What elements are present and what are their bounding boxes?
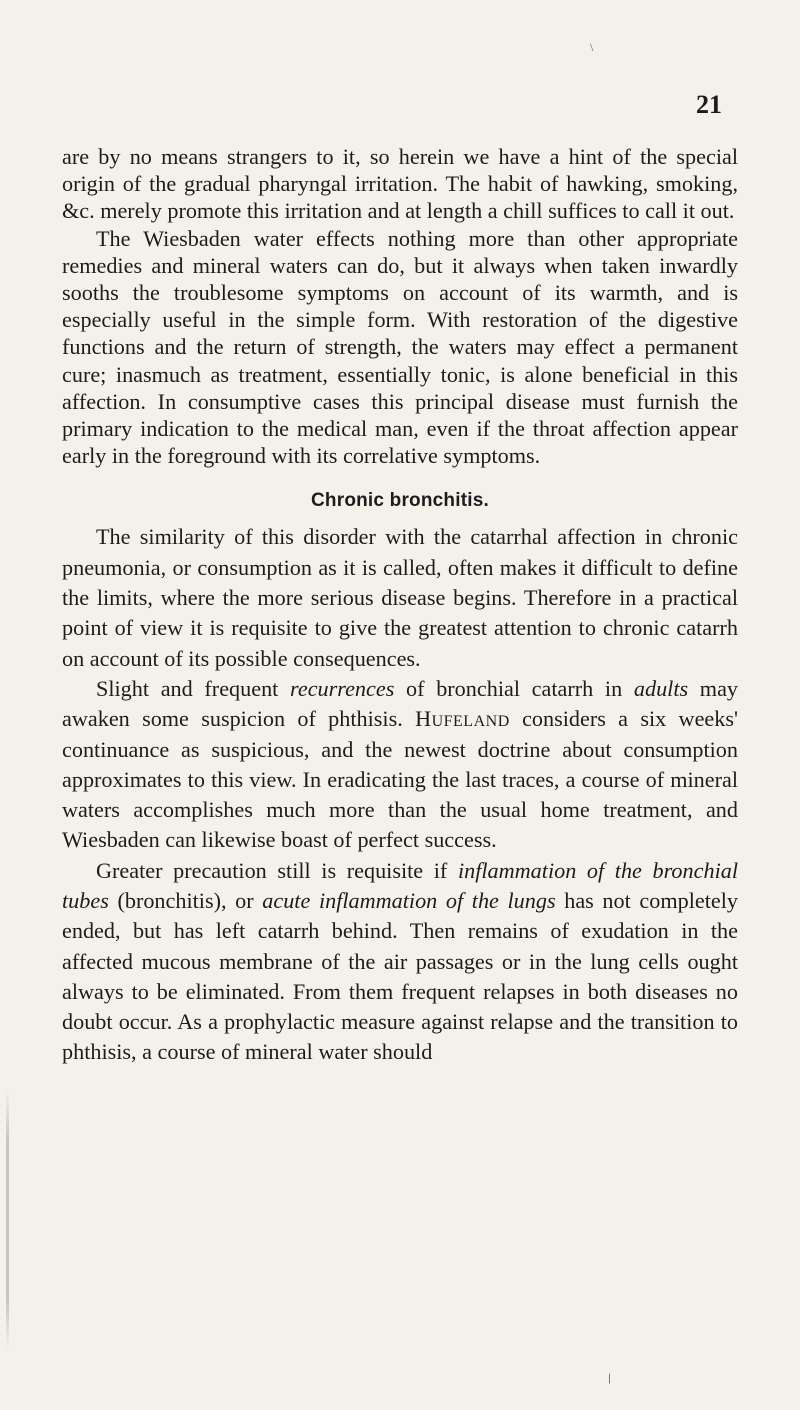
p4-text-a: Slight and frequent xyxy=(96,675,291,701)
p5-italic-lungs: acute inflammation of the lungs xyxy=(262,888,556,913)
p4-text-g: considers a six weeks' continuance as suspicious, and the newest doctrine about consumption approximates to this view. In eradicating the last traces, a course of mineral waters accomplishes much more than the usual home treatment, and Wiesbaden can likewise boast of perfect success. xyxy=(62,706,738,853)
p5-text-e: has not completely ended, but has left catarrh behind. Then remains of exudation in the affected mucous membrane of the air passages or in the lung cells ought always to be eliminated. From them frequent relapses in both diseases no doubt occur. As a prophylactic measure against relapse and the transition to phthisis, a course of mineral water should xyxy=(62,888,738,1065)
p5-text-a: Greater precaution still is requisite if xyxy=(96,857,458,883)
p4-italic-adults: adults xyxy=(633,675,689,701)
p5-text-c: (bronchitis), or xyxy=(108,888,263,913)
p4-text-c: of bronchial catarrh in xyxy=(394,675,634,701)
binding-shadow xyxy=(6,1090,9,1350)
section-heading: Chronic bronchitis. xyxy=(311,490,489,512)
paragraph-5 xyxy=(62,856,738,1068)
paragraph-4 xyxy=(62,674,738,856)
p4-italic-recurrences: recurrences xyxy=(290,675,395,701)
body-text xyxy=(62,143,738,1068)
p4-smallcaps-hufeland: Hufeland xyxy=(415,706,510,732)
paragraph-3: The similarity of this disorder with the catarrhal affection in chronic pneumonia, or consumption as it is called, often makes it difficult to define the limits, where the more serious disease begins. Therefore in a practical point of view it is requisite to give the greatest attention to chronic catarrh on account of its possible consequences. xyxy=(62,524,738,671)
top-margin-mark: \ xyxy=(590,40,594,54)
page-number: 21 xyxy=(696,90,722,119)
p4-text-e: may awaken some suspicion of phthisis. xyxy=(62,675,739,732)
bottom-pencil-mark: / xyxy=(605,1371,615,1388)
paragraph-2: The Wiesbaden water effects nothing more than other appropriate remedies and mineral waters can do, but it always when taken inwardly sooths the troublesome symptoms on account of its warmth, and is especially useful in the simple form. With restoration of the digestive functions and the return of strength, the waters may effect a permanent cure; inasmuch as treatment, essentially tonic, is alone beneficial in this affection. In consumptive cases this principal disease must furnish the primary indication to the medical man, even if the throat affection appear early in the foreground with its correlative symptoms. xyxy=(62,225,738,469)
p5-italic-bronchial: inflammation of the bronchial tubes xyxy=(62,857,738,913)
paragraph-1: are by no means strangers to it, so herein we have a hint of the special origin of the gradual pharyngal irritation. The habit of hawking, smoking, &c. merely promote this irritation and at length a chill suffices to call it out. xyxy=(62,144,738,224)
